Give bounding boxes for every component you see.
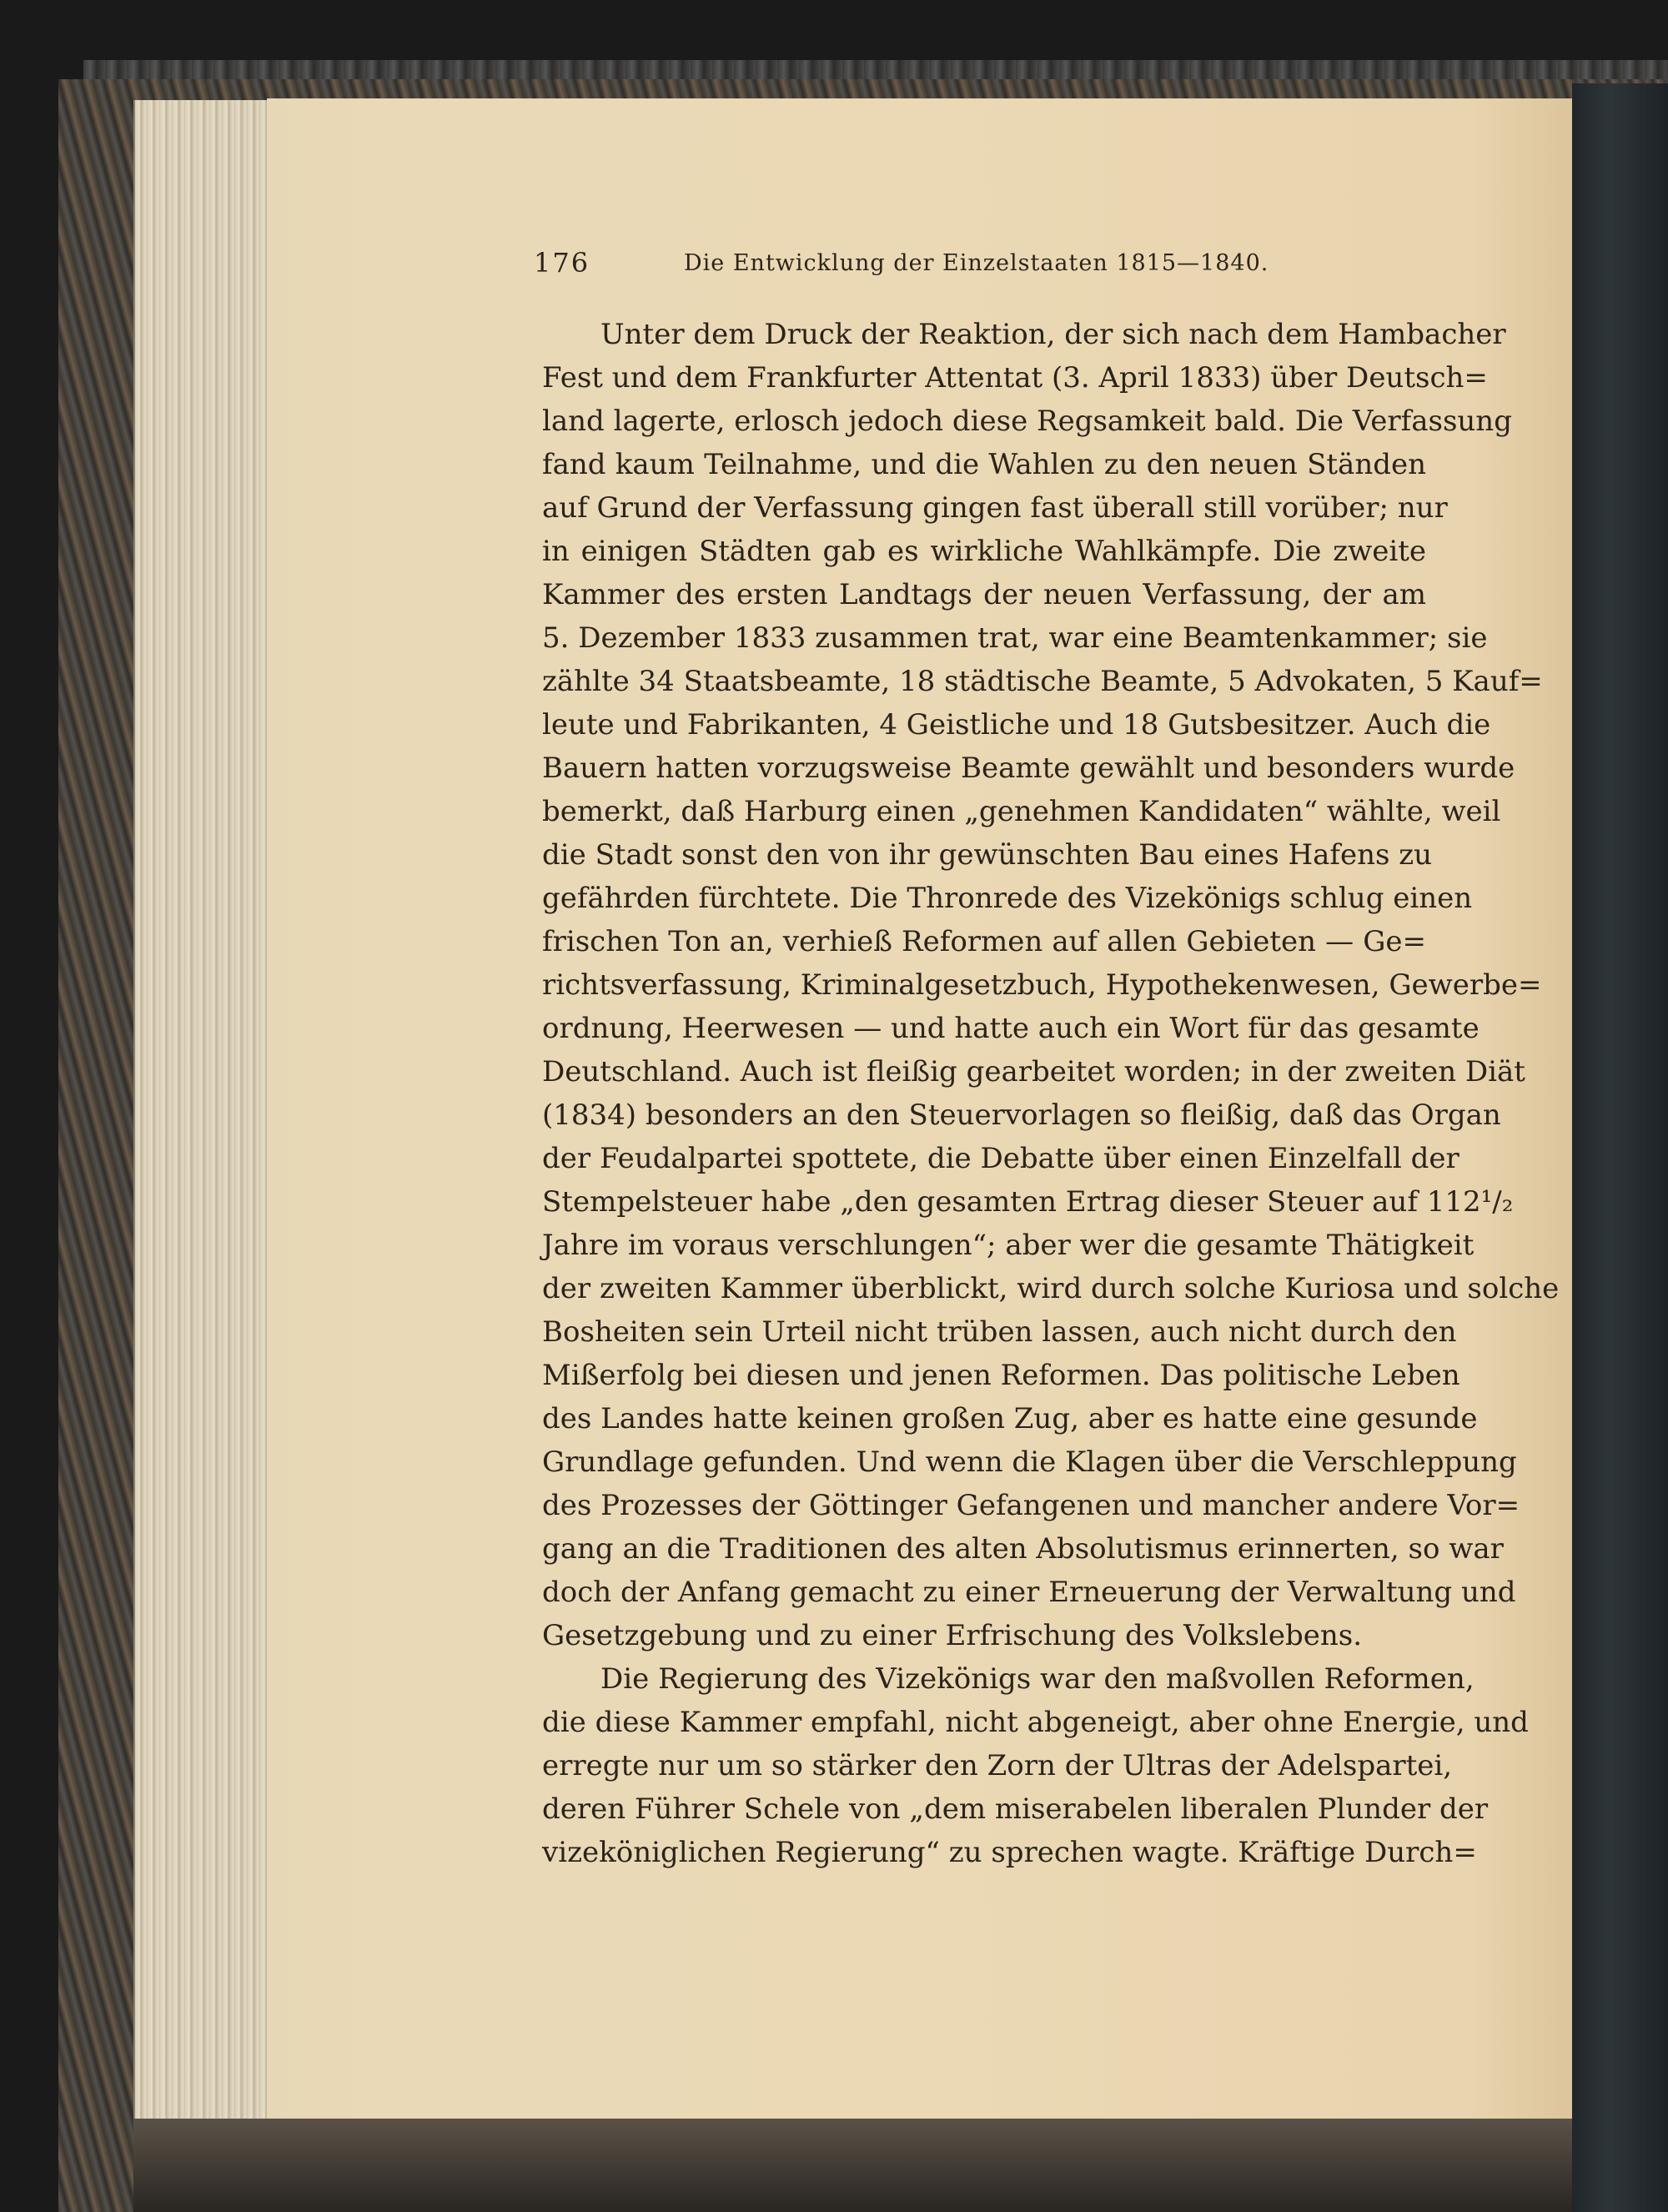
running-title: Die Entwicklung der Einzelstaaten 1815—1840. <box>684 250 1269 276</box>
text-line: deren Führer Schele von „dem miserabelen liberalen Plunder der <box>542 1792 1489 1826</box>
text-line: Jahre im voraus verschlungen“; aber wer die gesamte Thätigkeit <box>542 1229 1475 1262</box>
text-line: bemerkt, daß Harburg einen „genehmen Kandidaten“ wählte, weil <box>542 795 1501 828</box>
text-line: fand kaum Teilnahme, und die Wahlen zu den neuen Ständen <box>542 448 1426 481</box>
text-line: (1834) besonders an den Steuervorlagen so fleißig, daß das Organ <box>542 1098 1501 1132</box>
text-line: Fest und dem Frankfurter Attentat (3. April 1833) über Deutsch= <box>542 361 1488 395</box>
text-line: land lagerte, erlosch jedoch diese Regsamkeit bald. Die Verfassung <box>542 405 1512 438</box>
text-line: richtsverfassung, Kriminalgesetzbuch, Hypothekenwesen, Gewerbe= <box>542 968 1542 1002</box>
text-line: des Prozesses der Göttinger Gefangenen und mancher andere Vor= <box>542 1489 1520 1522</box>
text-line: die diese Kammer empfahl, nicht abgeneigt, aber ohne Energie, und <box>542 1706 1529 1739</box>
page-header <box>534 247 1418 294</box>
text-line: gefährden fürchtete. Die Thronrede des Vizekönigs schlug einen <box>542 882 1473 915</box>
text-line: vizeköniglichen Regierung“ zu sprechen wagte. Kräftige Durch= <box>542 1836 1477 1869</box>
text-line: Kammer des ersten Landtags der neuen Verfassung, der am <box>542 578 1426 611</box>
text-line: zählte 34 Staatsbeamte, 18 städtische Beamte, 5 Advokaten, 5 Kauf= <box>542 665 1543 698</box>
body-text <box>542 313 1560 1874</box>
text-line: Unter dem Druck der Reaktion, der sich nach dem Hambacher <box>600 318 1506 351</box>
text-line: 5. Dezember 1833 zusammen trat, war eine Beamtenkammer; sie <box>542 621 1488 655</box>
text-line: Bauern hatten vorzugsweise Beamte gewählt und besonders wurde <box>542 752 1515 785</box>
text-line: die Stadt sonst den von ihr gewünschten Bau eines Hafens zu <box>542 838 1433 872</box>
text-line: auf Grund der Verfassung gingen fast überall still vorüber; nur <box>542 491 1448 525</box>
text-line: ordnung, Heerwesen — und hatte auch ein Wort für das gesamte <box>542 1012 1480 1045</box>
text-line: in einigen Städten gab es wirkliche Wahlkämpfe. Die zweite <box>542 535 1426 568</box>
text-line: Grundlage gefunden. Und wenn die Klagen über die Verschleppung <box>542 1445 1517 1479</box>
text-line: Gesetzgebung und zu einer Erfrischung des Volkslebens. <box>542 1619 1363 1652</box>
text-line: erregte nur um so stärker den Zorn der Ultras der Adelspartei, <box>542 1749 1453 1782</box>
text-line: gang an die Traditionen des alten Absolutismus erinnerten, so war <box>542 1532 1504 1566</box>
text-line: der Feudalpartei spottete, die Debatte über einen Einzelfall der <box>542 1142 1460 1175</box>
text-line: Mißerfolg bei diesen und jenen Reformen. Das politische Leben <box>542 1359 1460 1392</box>
page-number: 176 <box>534 247 590 279</box>
text-line: der zweiten Kammer überblickt, wird durch solche Kuriosa und solche <box>542 1272 1560 1305</box>
text-line: Die Regierung des Vizekönigs war den maßvollen Reformen, <box>600 1662 1475 1696</box>
text-line: Bosheiten sein Urteil nicht trüben lassen, auch nicht durch den <box>542 1315 1457 1349</box>
page-stack-edges <box>133 100 281 2129</box>
text-line: leute und Fabrikanten, 4 Geistliche und 18 Gutsbesitzer. Auch die <box>542 708 1491 742</box>
book-spine <box>1572 83 1668 2212</box>
page-bottom-shadow <box>133 2119 1572 2212</box>
text-line: des Landes hatte keinen großen Zug, aber es hatte eine gesunde <box>542 1402 1478 1435</box>
text-line: frischen Ton an, verhieß Reformen auf allen Gebieten — Ge= <box>542 925 1426 958</box>
text-line: doch der Anfang gemacht zu einer Erneuerung der Verwaltung und <box>542 1576 1516 1609</box>
text-line: Deutschland. Auch ist fleißig gearbeitet worden; in der zweiten Diät <box>542 1055 1525 1088</box>
text-line: Stempelsteuer habe „den gesamten Ertrag dieser Steuer auf 112¹/₂ <box>542 1185 1514 1219</box>
